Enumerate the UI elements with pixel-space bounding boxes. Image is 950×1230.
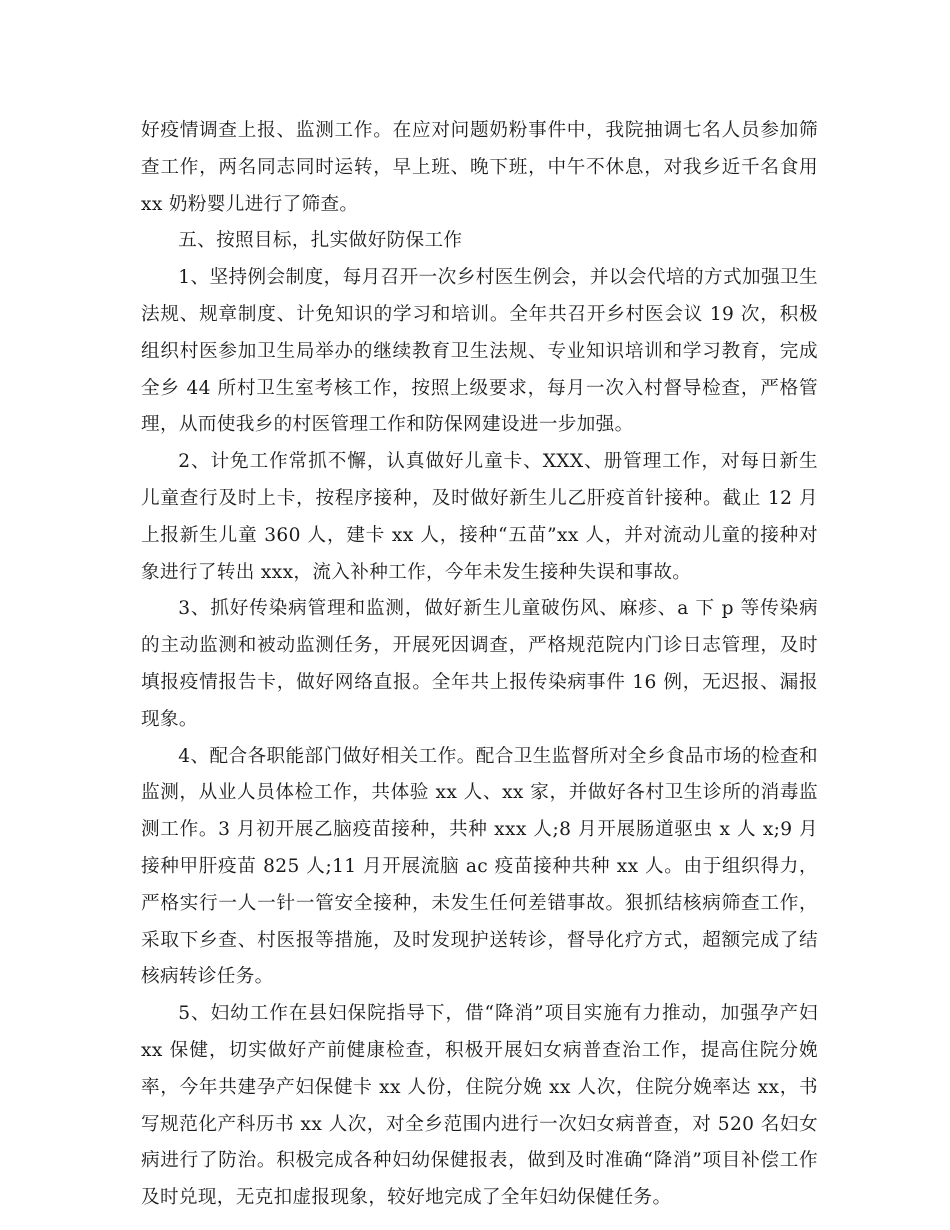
document-body bbox=[141, 113, 818, 1217]
paragraph-continued: 好疫情调查上报、监测工作。在应对问题奶粉事件中，我院抽调七名人员参加筛查工作，两名同志同时运转，早上班、晚下班，中午不休息，对我乡近千名食用 xx 奶粉婴儿进行了筛查。 bbox=[141, 120, 818, 215]
paragraph-item-2: 2、计免工作常抓不懈，认真做好儿童卡、XXX、册管理工作，对每日新生儿童查行及时上卡，按程序接种，及时做好新生儿乙肝疫首针接种。截止 12 月上报新生儿童 360 人，建卡 xx 人，接种“五苗”xx 人，并对流动儿童的接种对象进行了转出 xxx，流入补种工作，今年未发生接种失误和事故。 bbox=[141, 451, 818, 583]
section-heading: 五、按照目标，扎实做好防保工作 bbox=[178, 230, 463, 252]
paragraph-item-1: 1、坚持例会制度，每月召开一次乡村医生例会，并以会代培的方式加强卫生法规、规章制度、计免知识的学习和培训。全年共召开乡村医会议 19 次，积极组织村医参加卫生局举办的继续教育卫生法规、专业知识培训和学习教育，完成全乡 44 所村卫生室考核工作，按照上级要求，每月一次入村督导检查，严格管理，从而使我乡的村医管理工作和防保网建设进一步加强。 bbox=[141, 267, 818, 436]
paragraph-item-3: 3、抓好传染病管理和监测，做好新生儿童破伤风、麻疹、a 下 p 等传染病的主动监测和被动监测任务，开展死因调查，严格规范院内门诊日志管理，及时填报疫情报告卡，做好网络直报。全年共上报传染病事件 16 例，无迟报、漏报现象。 bbox=[141, 598, 818, 730]
paragraph-item-4: 4、配合各职能部门做好相关工作。配合卫生监督所对全乡食品市场的检查和监测，从业人员体检工作，共体验 xx 人、xx 家，并做好各村卫生诊所的消毒监测工作。3 月初开展乙脑疫苗接种，共种 xxx 人;8 月开展肠道驱虫 x 人 x;9 月接种甲肝疫苗 825 人;11 月开展流脑 ac 疫苗接种共种 xx 人。由于组织得力，严格实行一人一针一管安全接种，未发生任何差错事故。狠抓结核病筛查工作，采取下乡查、村医报等措施，及时发现护送转诊，督导化疗方式，超额完成了结核病转诊任务。 bbox=[141, 745, 818, 988]
paragraph-item-5: 5、妇幼工作在县妇保院指导下，借“降消”项目实施有力推动，加强孕产妇 xx 保健，切实做好产前健康检查，积极开展妇女病普查治工作，提高住院分娩率，今年共建孕产妇保健卡 xx 人份，住院分娩 xx 人次，住院分娩率达 xx，书写规范化产科历书 xx 人次，对全乡范围内进行一次妇女病普查，对 520 名妇女病进行了防治。积极完成各种妇幼保健报表，做到及时准确“降消”项目补偿工作及时兑现，无克扣虚报现象，较好地完成了全年妇幼保健任务。 bbox=[141, 1003, 818, 1209]
